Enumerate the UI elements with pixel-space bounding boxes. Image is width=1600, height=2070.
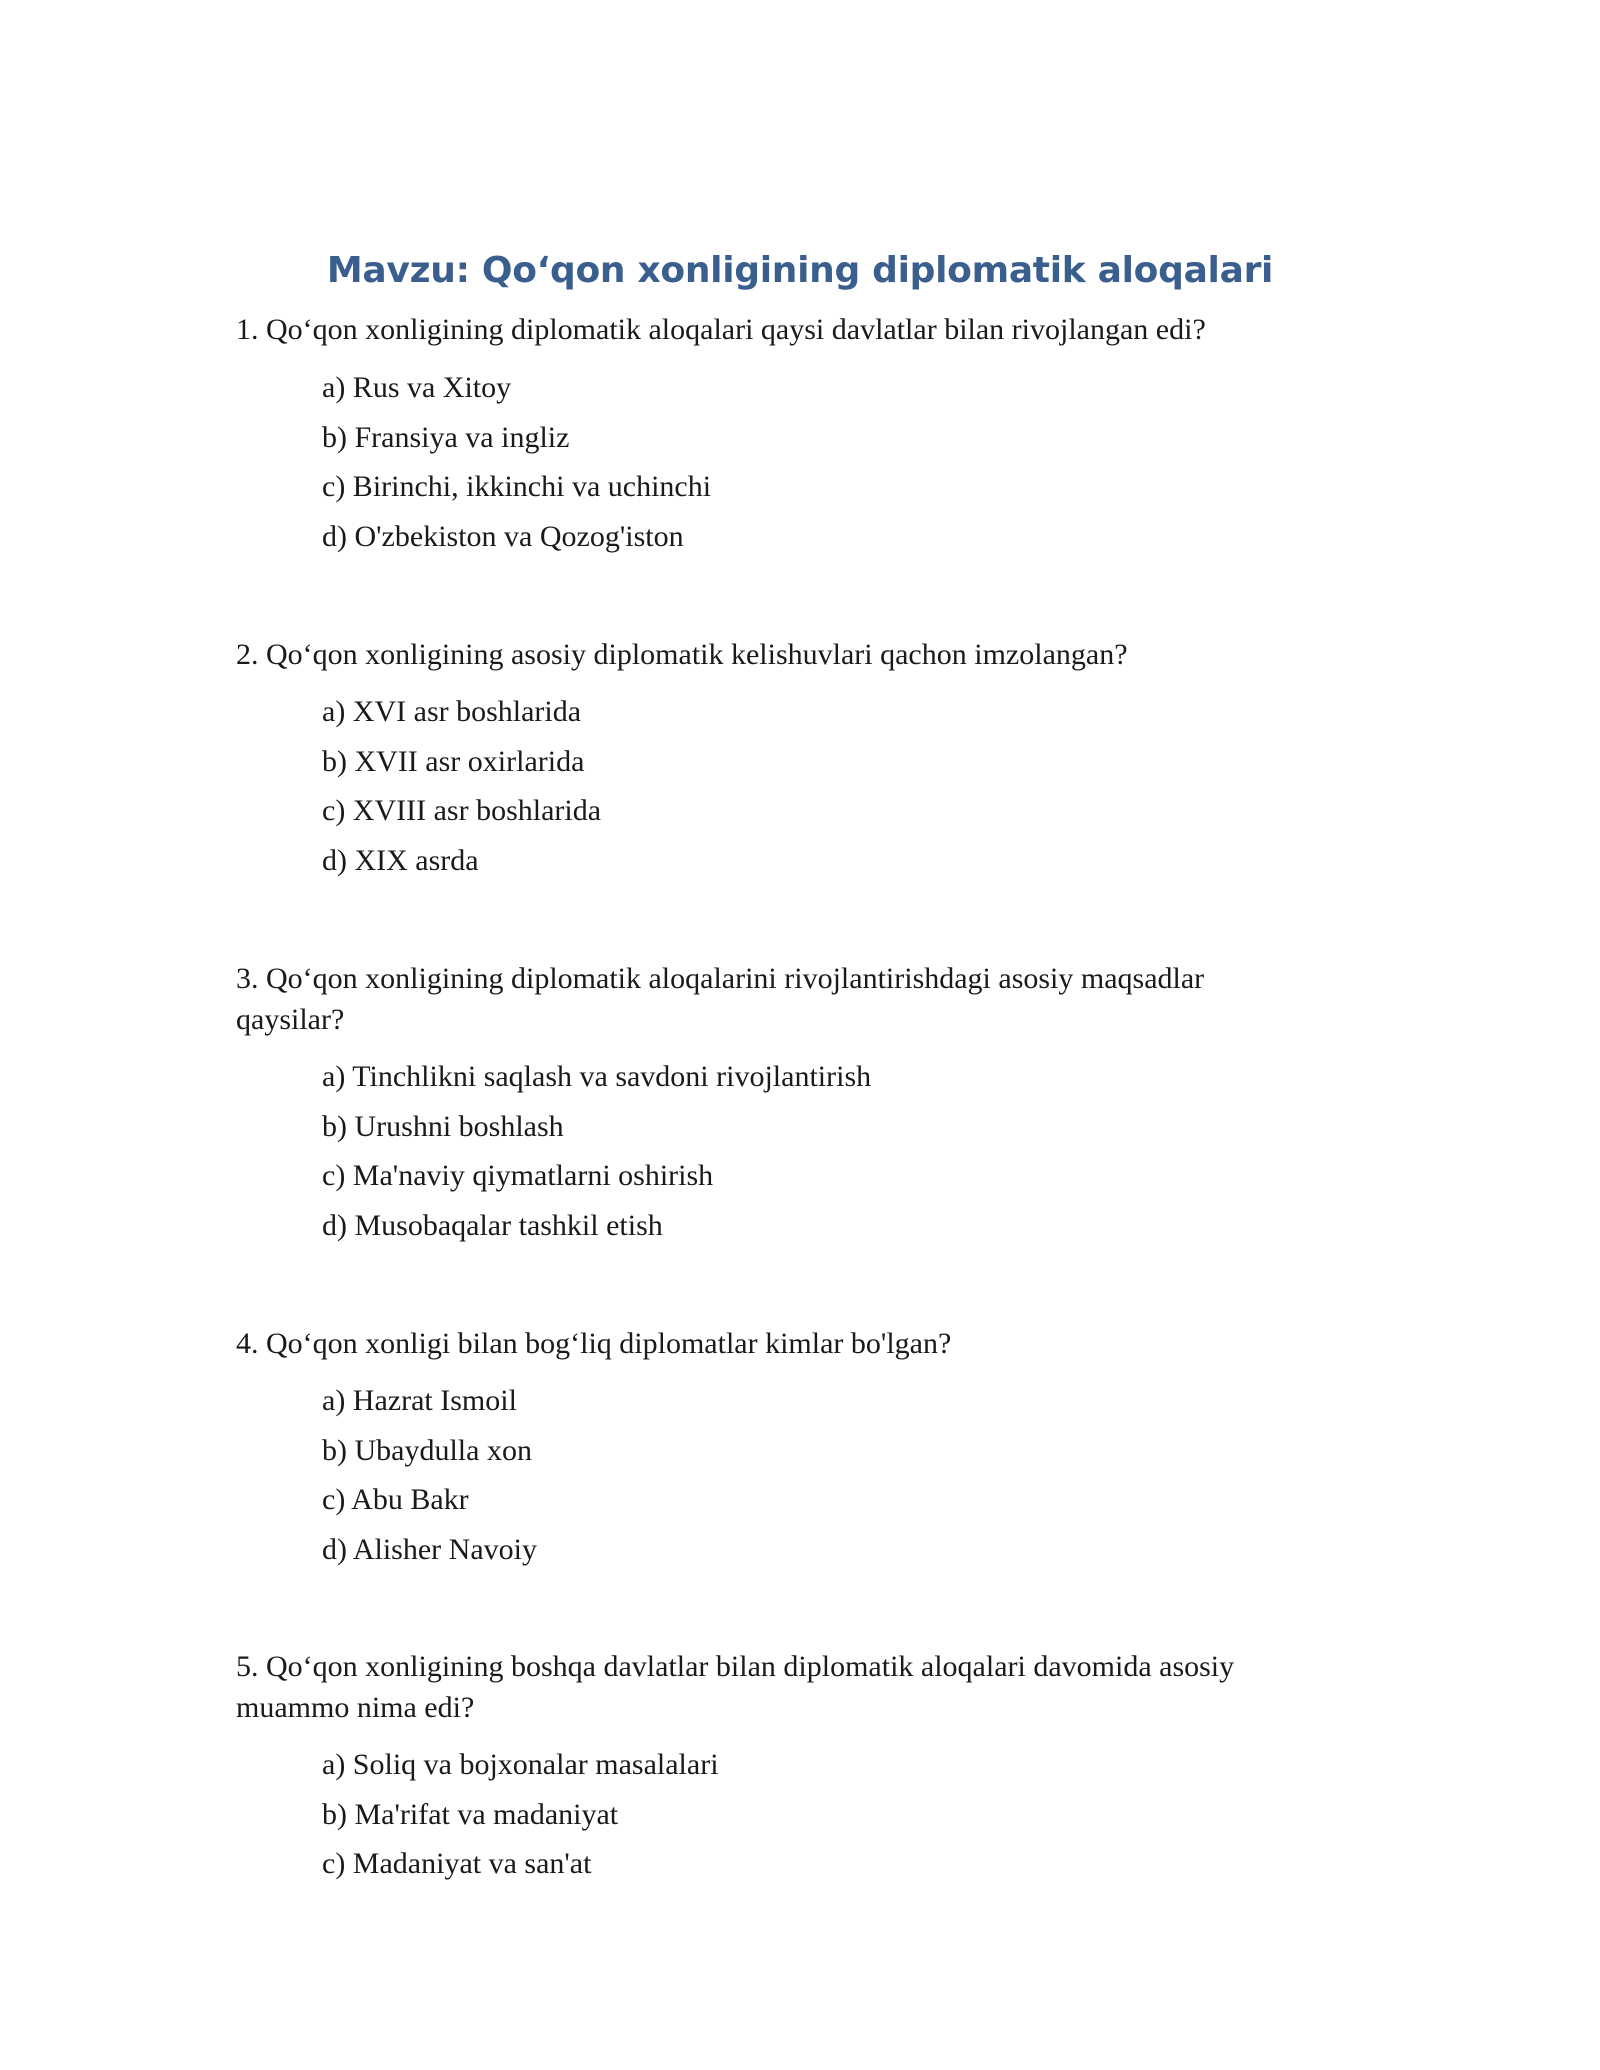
option-4a: a) Hazrat Ismoil (322, 1384, 517, 1417)
option-4d: d) Alisher Navoiy (322, 1532, 537, 1566)
option-3c: c) Ma'naviy qiymatlarni oshirish (322, 1159, 714, 1192)
option-4b: b) Ubaydulla xon (322, 1433, 532, 1467)
options-3 (322, 1056, 1222, 1254)
option-3b: b) Urushni boshlash (322, 1109, 564, 1143)
options-4 (322, 1380, 1222, 1578)
option-2a: a) XVI asr boshlarida (322, 695, 582, 728)
options-2 (322, 691, 1222, 889)
option-1b: b) Fransiya va ingliz (322, 420, 570, 454)
option-1a: a) Rus va Xitoy (322, 371, 512, 404)
question-3: 3. Qo‘qon xonligining diplomatik aloqalarini rivojlantirishdagi asosiy maqsadlar qaysilar? (236, 962, 1205, 1036)
option-3d: d) Musobaqalar tashkil etish (322, 1208, 663, 1242)
option-5a: a) Soliq va bojxonalar masalalari (322, 1748, 719, 1781)
question-5: 5. Qo‘qon xonligining boshqa davlatlar bilan diplomatik aloqalari davomida asosiy muammo nima edi? (236, 1650, 1235, 1724)
options-5 (322, 1744, 1222, 1893)
question-4: 4. Qo‘qon xonligi bilan bog‘liq diplomatlar kimlar bo'lgan? (236, 1327, 952, 1360)
option-2b: b) XVII asr oxirlarida (322, 744, 585, 778)
question-1: 1. Qo‘qon xonligining diplomatik aloqalari qaysi davlatlar bilan rivojlangan edi? (236, 313, 1206, 346)
option-1c: c) Birinchi, ikkinchi va uchinchi (322, 470, 712, 503)
option-5b: b) Ma'rifat va madaniyat (322, 1797, 619, 1831)
option-4c: c) Abu Bakr (322, 1483, 469, 1516)
option-3a: a) Tinchlikni saqlash va savdoni rivojlantirish (322, 1060, 872, 1093)
option-2c: c) XVIII asr boshlarida (322, 794, 602, 827)
option-2d: d) XIX asrda (322, 843, 479, 877)
question-2: 2. Qo‘qon xonligining asosiy diplomatik kelishuvlari qachon imzolangan? (236, 638, 1128, 671)
options-1 (322, 367, 1222, 565)
option-1d: d) O'zbekiston va Qozog'iston (322, 519, 684, 553)
page-title: Mavzu: Qo‘qon xonligining diplomatik aloqalari (326, 250, 1274, 291)
option-5c: c) Madaniyat va san'at (322, 1847, 592, 1880)
